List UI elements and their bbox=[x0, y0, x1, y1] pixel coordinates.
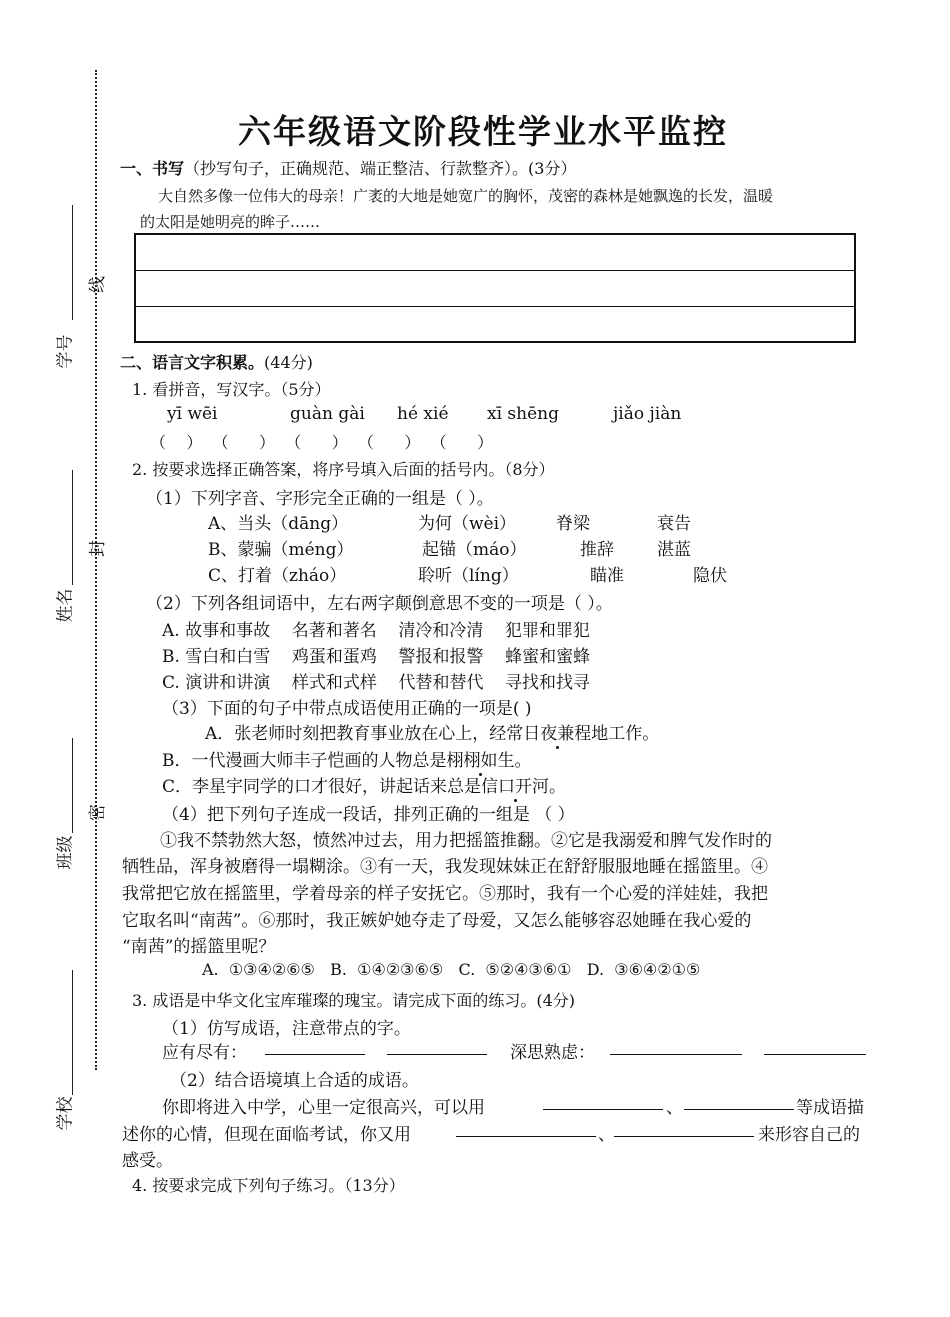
q2-3-option-c bbox=[162, 772, 566, 797]
q2-1-a-1: A、当头（dāng） bbox=[208, 514, 349, 534]
q3-2-line-3: 感受。 bbox=[122, 1151, 173, 1171]
class-fill-line bbox=[72, 738, 73, 833]
context-blank-3[interactable] bbox=[456, 1120, 596, 1137]
q2-4-passage-line-1: ①我不禁勃然大怒，愤然冲过去，用力把摇篮推翻。②它是我溺爱和脾气发作时的 bbox=[160, 831, 772, 851]
q2-1-a-3: 脊梁 bbox=[556, 514, 590, 534]
q3-1-example-2 bbox=[510, 1038, 595, 1063]
margin-seal-char: 封 bbox=[88, 540, 108, 557]
idiom-blank-2[interactable] bbox=[387, 1038, 487, 1055]
q2-2-option-c: C. 演讲和讲演 样式和式样 代替和替代 寻找和找寻 bbox=[162, 673, 591, 693]
q2-3-a-text: A．张老师时刻把教育事业放在心上，经常 bbox=[205, 724, 524, 744]
q2-1-a-4: 衰告 bbox=[657, 514, 691, 534]
q2-4-passage-line-4: 它取名叫“南茜”。⑥那时，我正嫉妒她夺走了母爱，又怎么能够容忍她睡在我心爱的 bbox=[122, 911, 752, 931]
pinyin-3: hé xié bbox=[397, 404, 449, 424]
writing-row[interactable] bbox=[136, 235, 854, 271]
q3-label: 3. 成语是中华文化宝库璀璨的瑰宝。请完成下面的练习。(4分) bbox=[132, 991, 576, 1010]
writing-row[interactable] bbox=[136, 271, 854, 307]
q2-4-passage-line-5: “南茜”的摇篮里呢？ bbox=[122, 937, 276, 957]
copy-passage-line-1: 大自然多像一位伟大的母亲！广袤的大地是她宽广的胸怀，茂密的森林是她飘逸的长发，温暖 bbox=[158, 187, 774, 205]
school-fill-line bbox=[72, 970, 73, 1095]
pinyin-5: jiǎo jiàn bbox=[613, 404, 682, 424]
margin-line-char: 线 bbox=[88, 276, 108, 293]
copy-passage-line-2: 的太阳是她明亮的眸子…… bbox=[140, 213, 321, 231]
q2-3-b-idiom: 栩栩如生 bbox=[447, 746, 515, 771]
idiom-blank-1[interactable] bbox=[265, 1038, 365, 1055]
margin-school-label: 学校 bbox=[55, 1096, 76, 1131]
section-1-header bbox=[120, 156, 576, 179]
q2-3-a-end: 地工作。 bbox=[591, 724, 660, 744]
section-2-score: (44分) bbox=[264, 353, 313, 372]
pinyin-answer-brackets[interactable]: （ ） （ ） （ ） （ ） （ ） bbox=[150, 433, 494, 452]
q2-3-b-end: 。 bbox=[514, 751, 532, 771]
q3-1-stem: （1）仿写成语，注意带点的字。 bbox=[162, 1019, 411, 1039]
context-blank-4[interactable] bbox=[614, 1120, 754, 1137]
q2-3-a-idiom: 日夜兼程 bbox=[523, 719, 591, 744]
section-1-title: 一、书写 bbox=[120, 159, 185, 178]
q2-label: 2. 按要求选择正确答案，将序号填入后面的括号内。（8分） bbox=[132, 460, 555, 479]
writing-box[interactable] bbox=[134, 233, 856, 343]
q3-2-line-1c: 等成语描 bbox=[796, 1098, 864, 1118]
q3-2-line-1a: 你即将进入中学，心里一定很高兴，可以用 bbox=[162, 1098, 485, 1118]
margin-name-label: 姓名 bbox=[55, 588, 76, 623]
margin-number-label: 学号 bbox=[55, 334, 76, 369]
q1-label: 1. 看拼音，写汉字。（5分） bbox=[132, 380, 331, 399]
context-blank-2[interactable] bbox=[684, 1093, 794, 1110]
number-fill-line bbox=[72, 205, 73, 320]
name-fill-line bbox=[72, 470, 73, 585]
q4-label: 4. 按要求完成下列句子练习。（13分） bbox=[132, 1176, 405, 1195]
q2-3-c-text: C．李星宇同学的口才很好，讲起话来总是 bbox=[162, 777, 482, 797]
idiom-example-2: 深思熟虑： bbox=[510, 1043, 595, 1063]
q2-4-passage-line-2: 牺牲品，浑身被磨得一塌糊涂。③有一天，我发现妹妹正在舒舒服服地睡在摇篮里。④ bbox=[122, 857, 768, 877]
q2-4-stem: （4）把下列句子连成一段话，排列正确的一组是 （ ） bbox=[162, 805, 575, 825]
q2-3-option-a bbox=[205, 719, 659, 744]
q2-1-b-3: 推辞 bbox=[580, 540, 614, 560]
q2-2-stem: （2）下列各组词语中，左右两字颠倒意思不变的一项是（ ）。 bbox=[146, 594, 613, 614]
q2-1-stem: （1）下列字音、字形完全正确的一组是（ ）。 bbox=[146, 489, 494, 509]
idiom-example-1: 应有尽有： bbox=[162, 1043, 247, 1063]
q2-4-passage-line-3: 我常把它放在摇篮里，学着母亲的样子安抚它。⑤那时，我有一个心爱的洋娃娃，我把 bbox=[122, 884, 768, 904]
context-blank-1[interactable] bbox=[543, 1093, 663, 1110]
q2-1-a-2: 为何（wèi） bbox=[418, 514, 517, 534]
q2-2-option-b: B. 雪白和白雪 鸡蛋和蛋鸡 警报和报警 蜂蜜和蜜蜂 bbox=[162, 647, 591, 667]
q2-3-c-idiom: 信口开河 bbox=[481, 772, 549, 797]
q2-3-b-text: B．一代漫画大师丰子恺画的人物总是 bbox=[162, 751, 447, 771]
q2-1-c-1: C、打着（zháo） bbox=[208, 566, 347, 586]
q2-1-b-4: 湛蓝 bbox=[657, 540, 691, 560]
pinyin-4: xī shēng bbox=[487, 404, 559, 424]
q3-2-stem: （2）结合语境填上合适的成语。 bbox=[170, 1071, 419, 1091]
q3-2-line-1b: 、 bbox=[666, 1098, 683, 1118]
pinyin-1: yī wēi bbox=[167, 404, 218, 424]
q2-1-c-3: 瞄准 bbox=[590, 566, 624, 586]
q3-1-example-1 bbox=[162, 1038, 247, 1063]
idiom-blank-3[interactable] bbox=[610, 1038, 742, 1055]
q3-2-line-2b: 、 bbox=[598, 1125, 615, 1145]
q2-4-options: A. ①③④②⑥⑤ B. ①④②③⑥⑤ C. ⑤②④③⑥① D. ③⑥④②①⑤ bbox=[202, 960, 701, 979]
margin-secret-char: 密 bbox=[88, 804, 108, 821]
writing-row[interactable] bbox=[136, 307, 854, 342]
idiom-blank-4[interactable] bbox=[764, 1038, 866, 1055]
q2-1-c-4: 隐伏 bbox=[693, 566, 727, 586]
q2-3-c-end: 。 bbox=[549, 777, 567, 797]
q2-2-option-a: A. 故事和事故 名著和著名 清冷和冷清 犯罪和罪犯 bbox=[162, 621, 590, 641]
pinyin-2: guàn gài bbox=[290, 404, 365, 424]
section-2-title: 二、语言文字积累。 bbox=[120, 353, 265, 372]
binding-dotted-line bbox=[95, 70, 97, 1070]
section-1-note: （抄写句子，正确规范、端正整洁、行款整齐）。(3分） bbox=[184, 159, 577, 178]
q2-1-b-2: 起锚（máo） bbox=[422, 540, 527, 560]
q3-2-line-2c: 来形容自己的 bbox=[758, 1125, 860, 1145]
section-2-header bbox=[120, 350, 313, 373]
q3-2-line-2a: 述你的心情，但现在面临考试，你又用 bbox=[122, 1125, 411, 1145]
q2-3-stem: （3）下面的句子中带点成语使用正确的一项是( ) bbox=[162, 699, 532, 719]
q2-1-c-2: 聆听（líng） bbox=[418, 566, 519, 586]
margin-class-label: 班级 bbox=[55, 835, 76, 870]
page-title: 六年级语文阶段性学业水平监控 bbox=[238, 112, 728, 151]
q2-1-b-1: B、蒙骗（méng） bbox=[208, 540, 354, 560]
q2-3-option-b bbox=[162, 746, 532, 771]
